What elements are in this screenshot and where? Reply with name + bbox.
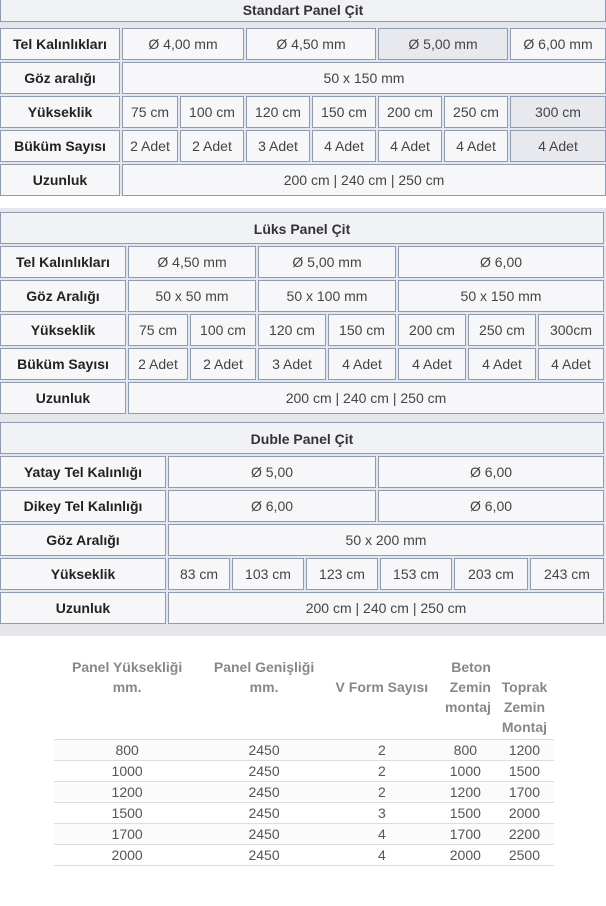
bukum-value: 4 Adet [378,130,442,162]
dikey-value: Ø 6,00 [168,490,376,522]
goz-value: 50 x 200 mm [168,524,604,556]
luks-panel-table [0,208,606,418]
header-line: Panel Genişliği [213,659,315,675]
row-label-tel: Tel Kalınlıkları [0,28,120,60]
yukseklik-value: 150 cm [312,96,376,128]
yukseklik-value: 120 cm [258,314,326,346]
goz-value: 50 x 150 mm [398,280,604,312]
table-cell: 2450 [200,740,328,761]
table-cell: 1200 [436,782,495,803]
table-cell: 800 [54,740,200,761]
table-cell: 1700 [436,824,495,845]
table-cell: 2450 [200,824,328,845]
v-form-table [54,655,554,866]
tel-value: Ø 4,00 mm [122,28,244,60]
table-cell: 2000 [436,845,495,866]
tel-value: Ø 4,50 mm [128,246,256,278]
table-cell: 2450 [200,803,328,824]
row-label-dikey: Dikey Tel Kalınlığı [0,490,166,522]
row-label-goz: Göz Aralığı [0,280,126,312]
yukseklik-value: 75 cm [128,314,188,346]
uzunluk-value: 200 cm | 240 cm | 250 cm [128,382,604,414]
table-cell: 4 [328,824,436,845]
table-row [54,782,554,803]
bukum-value: 2 Adet [190,348,256,380]
header-line: V Form Sayısı [335,679,429,695]
row-label-bukum: Büküm Sayısı [0,130,120,162]
table-cell: 2450 [200,761,328,782]
header-line: Beton [451,659,491,675]
row-label-goz: Göz aralığı [0,62,120,94]
header-line: mm. [112,679,142,695]
table-cell: 1500 [54,803,200,824]
yukseklik-value: 203 cm [454,558,528,590]
yukseklik-value: 123 cm [306,558,378,590]
row-label-tel: Tel Kalınlıkları [0,246,126,278]
header-line: mm. [249,679,279,695]
row-label-yatay: Yatay Tel Kalınlığı [0,456,166,488]
bukum-value: 3 Adet [246,130,310,162]
uzunluk-value: 200 cm | 240 cm | 250 cm [122,164,606,196]
table-cell: 4 [328,845,436,866]
bukum-value: 2 Adet [128,348,188,380]
yukseklik-value: 300cm [538,314,604,346]
yukseklik-value: 300 cm [510,96,606,128]
goz-value: 50 x 150 mm [122,62,606,94]
yukseklik-value: 200 cm [378,96,442,128]
yukseklik-value: 100 cm [180,96,244,128]
bukum-value: 3 Adet [258,348,326,380]
tel-value: Ø 5,00 mm [378,28,508,60]
row-label-uzunluk: Uzunluk [0,592,166,624]
bukum-value: 4 Adet [398,348,466,380]
row-label-uzunluk: Uzunluk [0,164,120,196]
bukum-value: 4 Adet [538,348,604,380]
table-title: Lüks Panel Çit [0,212,604,244]
table-row [54,740,554,761]
table-cell: 2000 [495,803,554,824]
header-line: montaj [445,699,491,715]
goz-value: 50 x 50 mm [128,280,256,312]
table-cell: 2 [328,782,436,803]
duble-panel-table [0,418,606,636]
row-label-yukseklik: Yükseklik [0,314,126,346]
yukseklik-value: 243 cm [530,558,604,590]
table-row [54,824,554,845]
yatay-value: Ø 6,00 [378,456,604,488]
yukseklik-value: 103 cm [232,558,304,590]
bukum-value: 4 Adet [468,348,536,380]
table-cell: 1200 [495,740,554,761]
goz-value: 50 x 100 mm [258,280,396,312]
table-cell: 2 [328,740,436,761]
bukum-value: 2 Adet [180,130,244,162]
bukum-value: 4 Adet [444,130,508,162]
table-cell: 2 [328,761,436,782]
tel-value: Ø 6,00 [398,246,604,278]
yukseklik-value: 83 cm [168,558,230,590]
row-label-yukseklik: Yükseklik [0,558,166,590]
table-cell: 1700 [495,782,554,803]
bukum-value: 4 Adet [510,130,606,162]
table-cell: 1700 [54,824,200,845]
yukseklik-value: 100 cm [190,314,256,346]
header-row [54,655,554,740]
table-cell: 1500 [495,761,554,782]
header-panel-yuksekligi [54,655,200,740]
table-row [54,803,554,824]
table-cell: 2200 [495,824,554,845]
header-line: Toprak [501,679,548,695]
table-title: Standart Panel Çit [0,0,606,22]
bukum-value: 4 Adet [312,130,376,162]
table-cell: 800 [436,740,495,761]
header-panel-genisligi [200,655,328,740]
bukum-value: 2 Adet [122,130,178,162]
yukseklik-value: 75 cm [122,96,178,128]
row-label-yukseklik: Yükseklik [0,96,120,128]
header-v-form-sayisi [328,655,436,740]
standart-panel-table [0,0,606,196]
tel-value: Ø 4,50 mm [246,28,376,60]
table-cell: 3 [328,803,436,824]
table-cell: 2450 [200,845,328,866]
yukseklik-value: 150 cm [328,314,396,346]
header-toprak-zemin [495,655,554,740]
table-cell: 2450 [200,782,328,803]
table-cell: 1000 [54,761,200,782]
table-cell: 1000 [436,761,495,782]
row-label-goz: Göz Aralığı [0,524,166,556]
header-line: Montaj [501,719,547,735]
yukseklik-value: 200 cm [398,314,466,346]
yukseklik-value: 250 cm [468,314,536,346]
yukseklik-value: 250 cm [444,96,508,128]
header-line: Panel Yüksekliği [71,659,183,675]
row-label-uzunluk: Uzunluk [0,382,126,414]
tel-value: Ø 6,00 mm [510,28,606,60]
yukseklik-value: 153 cm [380,558,452,590]
header-line: Zemin [503,699,546,715]
yatay-value: Ø 5,00 [168,456,376,488]
header-beton-zemin [436,655,495,740]
tel-value: Ø 5,00 mm [258,246,396,278]
table-title: Duble Panel Çit [0,422,604,454]
table-row [54,761,554,782]
header-line: Zemin [449,679,491,695]
table-cell: 2000 [54,845,200,866]
uzunluk-value: 200 cm | 240 cm | 250 cm [168,592,604,624]
yukseklik-value: 120 cm [246,96,310,128]
table-cell: 1200 [54,782,200,803]
table-row [54,845,554,866]
table-cell: 1500 [436,803,495,824]
table-cell: 2500 [495,845,554,866]
dikey-value: Ø 6,00 [378,490,604,522]
row-label-bukum: Büküm Sayısı [0,348,126,380]
bukum-value: 4 Adet [328,348,396,380]
